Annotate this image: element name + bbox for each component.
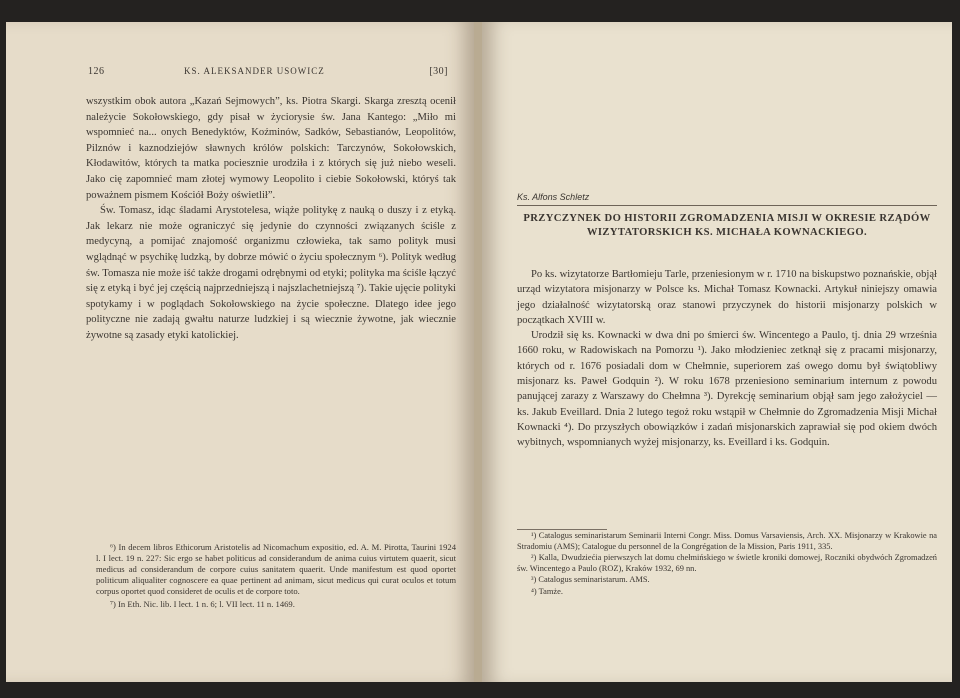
footnote-divider xyxy=(517,529,607,530)
bracket-number: [30] xyxy=(429,66,448,77)
page-number: 126 xyxy=(88,66,105,77)
book-gutter xyxy=(474,22,482,682)
right-body-text xyxy=(517,267,937,451)
article-author: Ks. Alfons Schletz xyxy=(517,192,590,202)
divider xyxy=(517,205,937,206)
left-body-text xyxy=(86,94,456,344)
footnote: ⁴) Tamże. xyxy=(531,586,563,596)
paragraph: wszystkim obok autora „Kazań Sejmowych”, ks. Piotra Skargi. Skarga zresztą ocenił należycie Sokołowskiego, gdy pisał w życiorysie św. Jana Kantego: „Miło mi wspomnieć na... onych Benedyktów, Koźminów, Sadków, Sebastianów, Leopolitów, Pilznów i kaznodziejów sławnych królów polskich: Tarczynów, Sokołowskich, Kłodawitów, których ta matka pociesznie urodziła i z których się już niebo weseli. Jako cię zapomnieć mam złotej wymowy Leopolito i ciebie Sokołowski, któryś tak poważnem pismem Kościół Boży oświetlił”. xyxy=(86,96,456,201)
footnote: ⁷) In Eth. Nic. lib. I lect. 1 n. 6; l. VII lect. 11 n. 1469. xyxy=(110,599,295,609)
article-title: PRZYCZYNEK DO HISTORII ZGROMADZENIA MISJI W OKRESIE RZĄDÓW WIZYTATORSKICH KS. MICHAŁA KOWNACKIEGO. xyxy=(523,213,931,238)
paragraph: Urodził się ks. Kownacki w dwa dni po śmierci św. Wincentego a Paulo, tj. dnia 29 września 1660 roku, w Radowiskach na Pomorzu ¹). Jako młodzieniec zetknął się z pracami misjonarzy, których od r. 1676 posiadali dom w Chełmnie, superiorem zaś owego domu był świątobliwy misjonarz ks. Paweł Godquin ²). W roku 1678 przeniesiono seminarium internum z powodu panującej zarazy z Warszawy do Chełmna ³). Dyrekcję seminarium objął sam jego założyciel — ks. Jakub Eveillard. Dnia 2 lutego tegoż roku wstąpił w Chełmnie do Zgromadzenia Misji Michał Kownacki ⁴). Do przyszłych obowiązków i zadań misjonarskich zaprawiał się pod okiem dwóch wybitnych, wspomnianych wyżej misjonarzy, ks. Eveillard i ks. Godquin. xyxy=(517,330,937,449)
footnote: ¹) Catalogus seminaristarum Seminarii Interni Congr. Miss. Domus Varsaviensis, Arch. XX. Misjonarzy w Krakowie na Stradomiu (AMS); Catalogue du personnel de la Congrégation de la Mission, Paris 1911, 335. xyxy=(517,531,937,551)
footnote: ³) Catalogus seminaristarum. AMS. xyxy=(531,575,650,585)
running-head: KS. ALEKSANDER USOWICZ xyxy=(184,66,325,76)
footnote: ²) Kalla, Dwudziećia pierwszych lat domu chełmińskiego w świetle kroniki domowej, Roczniki obydwóch Zgromadzeń św. Wincentego a Paulo (ROZ), Kraków 1932, 69 nn. xyxy=(517,553,937,573)
right-footnotes xyxy=(517,531,937,599)
footnote: ⁶) In decem libros Ethicorum Aristotelis ad Nicomachum expositio, ed. A. M. Pirotta, Taurini 1924 l. I lect. 19 n. 227: Sic ergo se habet politicus ad considerandum de anima cuius virtutem quaerit, sicut medicus ad considerandum de corpore cuius sanitatem quaerit. Unde manifestum est quod oportet politicum aliqualiter cognoscere ea quae pertinent ad animam, sicut medicus qui curat oculos et totum corpus oportet quod consideret de oculis et de corpore toto. xyxy=(96,542,456,596)
left-page xyxy=(6,22,474,682)
left-footnotes xyxy=(96,542,456,612)
right-page xyxy=(482,22,952,682)
paragraph: Po ks. wizytatorze Bartłomieju Tarle, przeniesionym w r. 1710 na biskupstwo poznańskie, objął urząd wizytatora misjonarzy w Polsce ks. Michał Tomasz Kownacki. Artykuł niniejszy omawia jego działalność wizytatorską oraz stanowi przyczynek do historii misjonarzy polskich w początkach XVIII w. xyxy=(517,269,937,326)
paragraph: Św. Tomasz, idąc śladami Arystotelesa, wiąże politykę z nauką o duszy i z etyką. Jak lekarz nie może ograniczyć się jedynie do czynności związanych ściśle z medycyną, a pomijać znajomość organizmu człowieka, tak samo polityk musi wglądnąć w psychikę ludzką, by dobrze mówić o życiu społecznym ⁶). Polityk według św. Tomasza nie może iść także drogami odrębnymi od etyki; polityka ma ściśle łączyć się z etyką i być jej częścią najprzedniejszą i najszlachetniejszą ⁷). Takie ujęcie polityki spotykamy i w poglądach Sokołowskiego na życie społeczne. Dlatego idee jego polityczne nie zadają gwałtu naturze ludzkiej i są wiecznie żywotne, jak wiecznie żywotne są zasady etyki katolickiej. xyxy=(86,205,456,341)
